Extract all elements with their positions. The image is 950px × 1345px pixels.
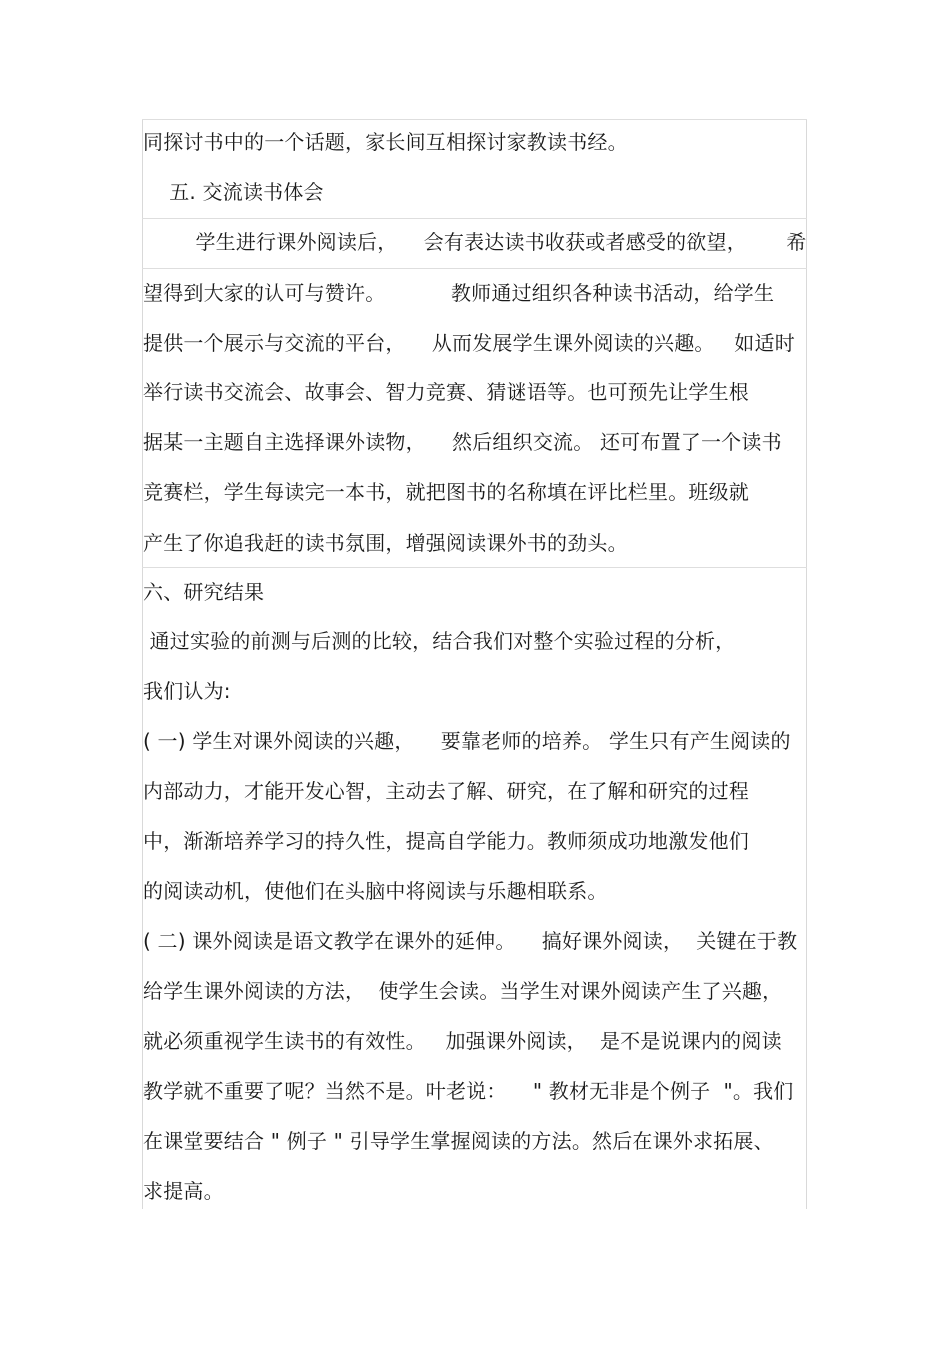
text-line: 同探讨书中的一个话题，家长间互相探讨家教读书经。	[143, 130, 628, 154]
section-heading: 六、研究结果	[143, 580, 265, 604]
text-line: 据某一主题自主选择课外读物， 然后组织交流。 还可布置了一个读书	[143, 430, 782, 454]
text-line: 望得到大家的认可与赞许。 教师通过组织各种读书活动，给学生	[143, 281, 775, 305]
text-line: ( 二) 课外阅读是语文教学在课外的延伸。 搞好课外阅读， 关键在于教	[143, 929, 798, 953]
text-line: 提供一个展示与交流的平台， 从而发展学生课外阅读的兴趣。 如适时	[143, 331, 795, 355]
text-line: 通过实验的前测与后测的比较，结合我们对整个实验过程的分析，	[143, 629, 736, 653]
text-line: 产生了你追我赶的读书氛围，增强阅读课外书的劲头。	[143, 531, 628, 555]
text-line: 我们认为:	[143, 679, 231, 703]
text-line: 在课堂要结合 " 例子 " 引导学生掌握阅读的方法。然后在课外求拓展、	[143, 1129, 774, 1153]
text-line: 求提高。	[143, 1179, 224, 1203]
text-line: 给学生课外阅读的方法， 使学生会读。当学生对课外阅读产生了兴趣，	[143, 979, 783, 1003]
text-line: 教学就不重要了呢？当然不是。叶老说： " 教材无非是个例子 "。我们	[143, 1079, 794, 1103]
section-divider-line	[142, 567, 807, 568]
section-divider-line	[142, 268, 807, 269]
text-line: 学生进行课外阅读后， 会有表达读书收获或者感受的欲望， 希	[143, 230, 807, 254]
top-border-line	[142, 119, 807, 120]
section-divider-line	[142, 218, 807, 219]
right-border-line	[806, 119, 807, 1209]
section-heading: 五. 交流读书体会	[143, 180, 324, 204]
text-line: 内部动力，才能开发心智，主动去了解、研究，在了解和研究的过程	[143, 779, 749, 803]
text-line: 就必须重视学生读书的有效性。 加强课外阅读， 是不是说课内的阅读	[143, 1029, 782, 1053]
text-line: ( 一) 学生对课外阅读的兴趣， 要靠老师的培养。 学生只有产生阅读的	[143, 729, 791, 753]
text-line: 竞赛栏，学生每读完一本书，就把图书的名称填在评比栏里。班级就	[143, 480, 749, 504]
text-line: 举行读书交流会、故事会、智力竞赛、猜谜语等。也可预先让学生根	[143, 380, 749, 404]
text-line: 的阅读动机，使他们在头脑中将阅读与乐趣相联系。	[143, 879, 608, 903]
text-line: 中，渐渐培养学习的持久性，提高自学能力。教师须成功地激发他们	[143, 829, 749, 853]
